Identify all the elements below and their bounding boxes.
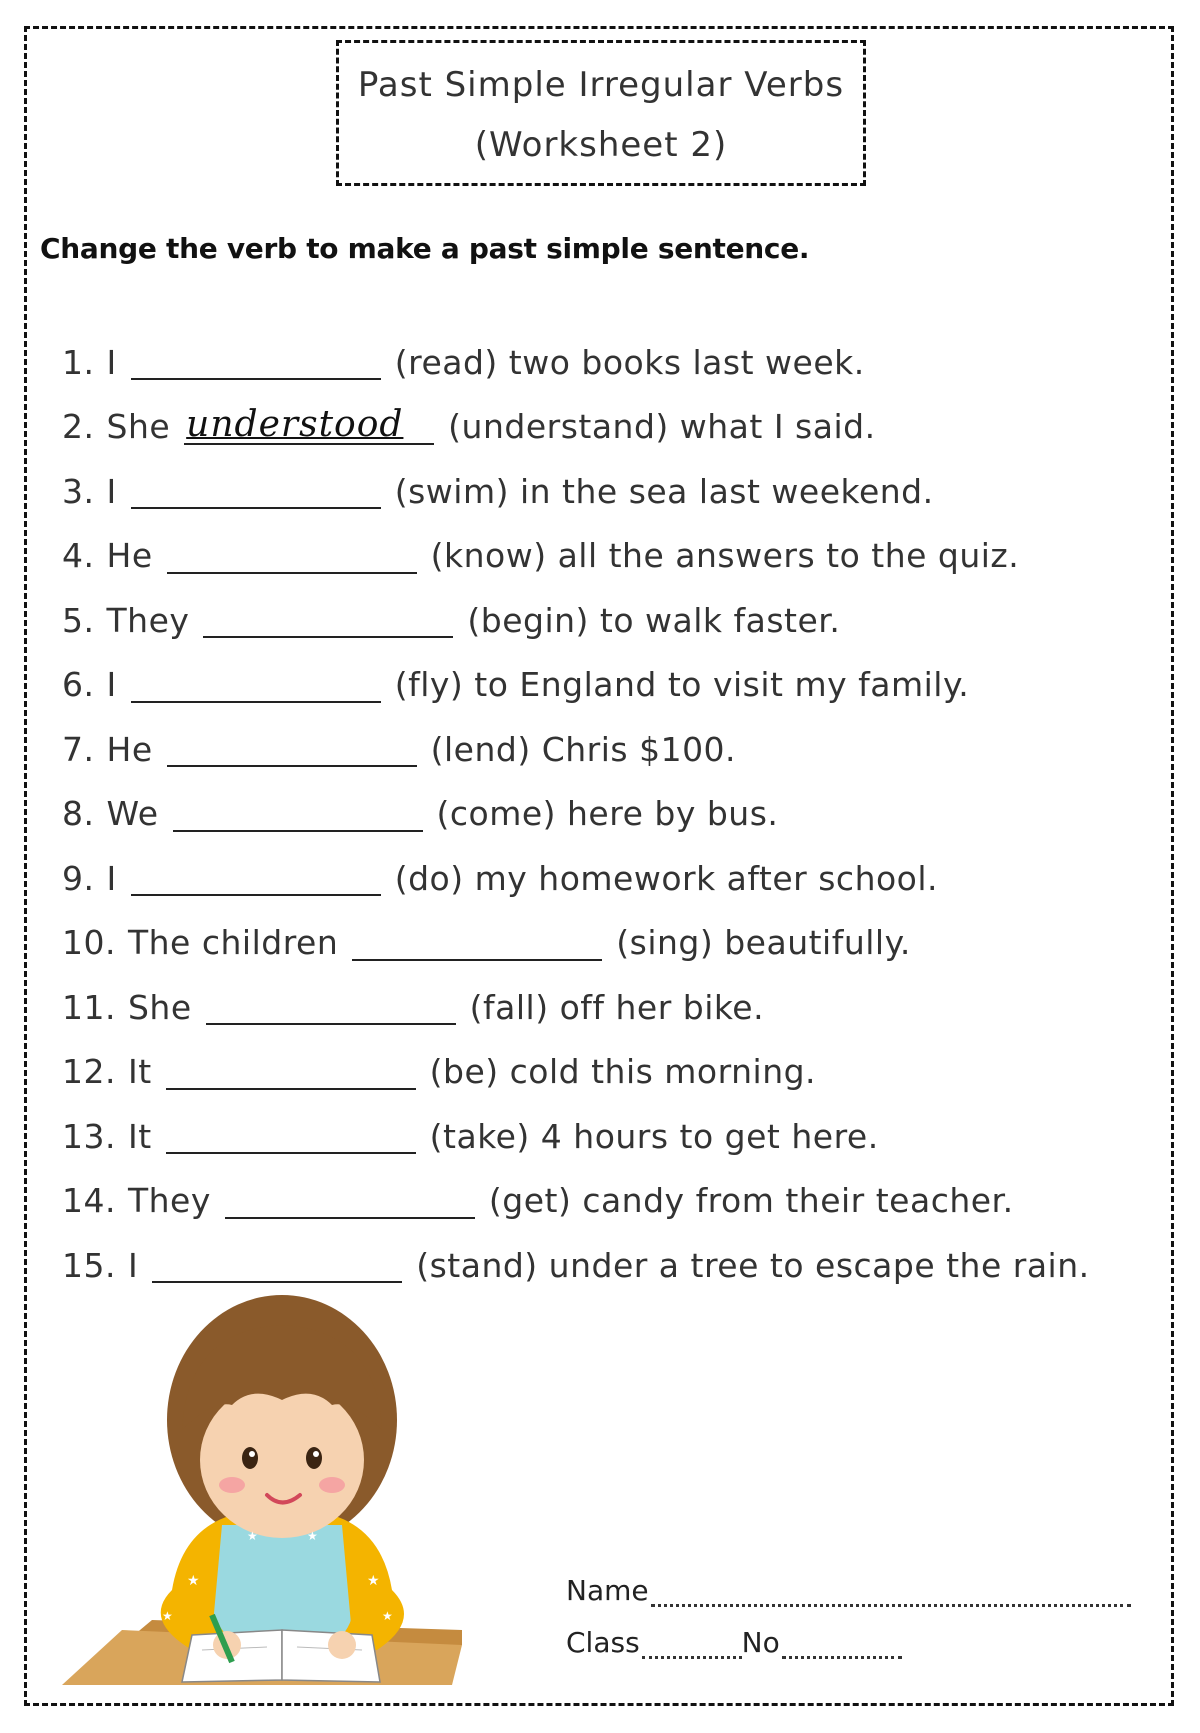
question-subject: I [106, 665, 117, 705]
question-item [62, 395, 1090, 460]
class-row [566, 1607, 1131, 1659]
question-text: (begin) to walk faster. [467, 600, 841, 640]
question-number: 10. [62, 923, 116, 963]
question-number: 5. [62, 600, 95, 640]
svg-text:★: ★ [187, 1573, 200, 1589]
question-number: 2. [62, 407, 95, 447]
question-subject: She [106, 407, 171, 447]
handwritten-answer: understood [186, 403, 404, 445]
question-subject: The children [127, 923, 339, 963]
student-info [566, 1555, 1131, 1659]
answer-blank[interactable] [203, 602, 453, 638]
question-number: 15. [62, 1245, 116, 1285]
question-number: 1. [62, 342, 95, 382]
answer-blank[interactable] [152, 1247, 402, 1283]
title-line-2: (Worksheet 2) [474, 125, 728, 165]
girl-writing-icon [62, 1290, 502, 1690]
question-item [62, 975, 1090, 1040]
question-item [62, 911, 1090, 976]
svg-text:★: ★ [382, 1609, 393, 1623]
question-subject: He [106, 536, 153, 576]
question-text: (swim) in the sea last weekend. [394, 471, 934, 511]
question-text: (be) cold this morning. [429, 1052, 817, 1092]
question-text: (know) all the answers to the quiz. [430, 536, 1020, 576]
answer-blank[interactable] [166, 1054, 416, 1090]
title-box [336, 40, 866, 186]
question-text: (stand) under a tree to escape the rain. [416, 1245, 1090, 1285]
answer-blank[interactable] [167, 538, 417, 574]
answer-blank[interactable] [131, 344, 381, 380]
answer-blank[interactable] [131, 860, 381, 896]
answer-blank[interactable] [166, 1118, 416, 1154]
name-field[interactable] [651, 1580, 1131, 1607]
question-subject: I [106, 471, 117, 511]
class-field[interactable] [642, 1632, 742, 1659]
question-item [62, 1104, 1090, 1169]
question-text: (read) two books last week. [394, 342, 865, 382]
question-subject: They [106, 600, 190, 640]
question-text: (understand) what I said. [448, 407, 876, 447]
no-label: No [741, 1626, 780, 1659]
question-text: (do) my homework after school. [394, 858, 939, 898]
question-item [62, 330, 1090, 395]
question-number: 9. [62, 858, 95, 898]
question-text: (get) candy from their teacher. [488, 1181, 1014, 1221]
question-number: 8. [62, 794, 95, 834]
name-row [566, 1555, 1131, 1607]
svg-text:★: ★ [247, 1529, 258, 1543]
question-text: (come) here by bus. [436, 794, 779, 834]
question-item [62, 459, 1090, 524]
question-item [62, 653, 1090, 718]
question-text: (take) 4 hours to get here. [429, 1116, 879, 1156]
question-number: 11. [62, 987, 116, 1027]
question-text: (lend) Chris $100. [430, 729, 737, 769]
svg-text:★: ★ [307, 1529, 318, 1543]
question-text: (sing) beautifully. [616, 923, 911, 963]
answer-blank[interactable] [352, 925, 602, 961]
question-subject: She [127, 987, 192, 1027]
number-field[interactable] [782, 1632, 902, 1659]
question-item [62, 524, 1090, 589]
answer-blank[interactable] [167, 731, 417, 767]
question-item [62, 1233, 1090, 1298]
question-text: (fall) off her bike. [469, 987, 765, 1027]
answer-blank[interactable] [225, 1183, 475, 1219]
question-subject: It [127, 1116, 152, 1156]
title-line-1: Past Simple Irregular Verbs [357, 65, 845, 105]
question-number: 14. [62, 1181, 116, 1221]
question-item [62, 846, 1090, 911]
answer-blank[interactable] [184, 403, 434, 445]
question-text: (fly) to England to visit my family. [394, 665, 970, 705]
answer-blank[interactable] [131, 667, 381, 703]
question-subject: We [106, 794, 159, 834]
name-label: Name [566, 1574, 649, 1607]
question-subject: They [127, 1181, 211, 1221]
answer-blank[interactable] [206, 989, 456, 1025]
question-subject: He [106, 729, 153, 769]
question-subject: I [106, 342, 117, 382]
question-subject: It [127, 1052, 152, 1092]
question-subject: I [106, 858, 117, 898]
answer-blank[interactable] [173, 796, 423, 832]
question-number: 13. [62, 1116, 116, 1156]
class-label: Class [566, 1626, 640, 1659]
question-number: 7. [62, 729, 95, 769]
answer-blank[interactable] [131, 473, 381, 509]
svg-text:★: ★ [162, 1609, 173, 1623]
question-item [62, 1169, 1090, 1234]
question-number: 12. [62, 1052, 116, 1092]
question-item [62, 782, 1090, 847]
question-subject: I [127, 1245, 139, 1285]
instruction: Change the verb to make a past simple sentence. [40, 232, 810, 265]
question-number: 4. [62, 536, 95, 576]
question-item [62, 1040, 1090, 1105]
question-number: 6. [62, 665, 95, 705]
question-list [62, 330, 1090, 1298]
svg-text:★: ★ [367, 1573, 380, 1589]
question-item [62, 717, 1090, 782]
question-number: 3. [62, 471, 95, 511]
question-item [62, 588, 1090, 653]
